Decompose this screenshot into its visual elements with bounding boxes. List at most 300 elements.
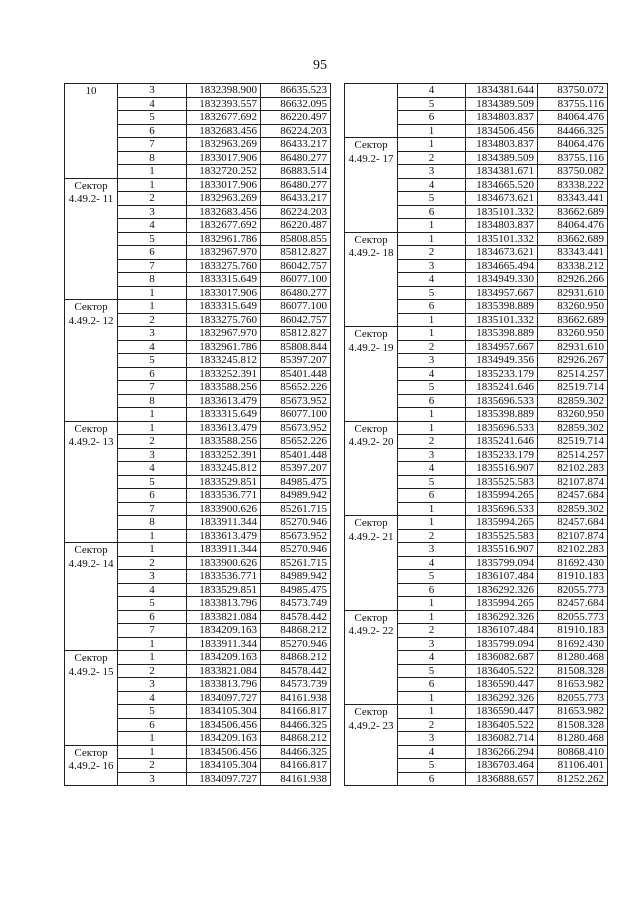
point-number: 1 (118, 732, 187, 746)
x-coordinate: 1833613.479 (187, 529, 261, 543)
x-coordinate: 1832967.970 (187, 327, 261, 341)
x-coordinate: 1833821.084 (187, 610, 261, 624)
left-coordinates-table (64, 83, 331, 786)
x-coordinate: 1835398.889 (466, 327, 538, 341)
point-number: 1 (118, 300, 187, 314)
y-coordinate: 81280.468 (538, 732, 608, 746)
point-number: 5 (398, 381, 466, 395)
point-number: 5 (398, 97, 466, 111)
y-coordinate: 85397.207 (261, 354, 331, 368)
y-coordinate: 84064.476 (538, 219, 608, 233)
x-coordinate: 1834506.456 (466, 124, 538, 138)
point-number: 4 (398, 651, 466, 665)
point-number: 3 (398, 543, 466, 557)
y-coordinate: 81653.982 (538, 678, 608, 692)
x-coordinate: 1833813.796 (187, 597, 261, 611)
x-coordinate: 1833813.796 (187, 678, 261, 692)
point-number: 5 (118, 354, 187, 368)
point-number: 1 (118, 408, 187, 422)
y-coordinate: 85261.715 (261, 502, 331, 516)
point-number: 2 (398, 435, 466, 449)
point-number: 5 (398, 192, 466, 206)
y-coordinate: 82102.283 (538, 543, 608, 557)
x-coordinate: 1835233.179 (466, 367, 538, 381)
coordinate-row (65, 178, 331, 192)
coordinate-row (345, 232, 608, 246)
x-coordinate: 1832677.692 (187, 111, 261, 125)
y-coordinate: 86220.497 (261, 111, 331, 125)
point-number: 1 (118, 745, 187, 759)
x-coordinate: 1836292.326 (466, 691, 538, 705)
y-coordinate: 82055.773 (538, 583, 608, 597)
coordinate-row (345, 421, 608, 435)
x-coordinate: 1833315.649 (187, 300, 261, 314)
point-number: 5 (398, 475, 466, 489)
x-coordinate: 1834209.163 (187, 732, 261, 746)
point-number: 4 (118, 340, 187, 354)
x-coordinate: 1834949.356 (466, 354, 538, 368)
y-coordinate: 84868.212 (261, 651, 331, 665)
y-coordinate: 86220.487 (261, 219, 331, 233)
y-coordinate: 82926.267 (538, 354, 608, 368)
x-coordinate: 1834803.837 (466, 111, 538, 125)
y-coordinate: 85812.827 (261, 246, 331, 260)
point-number: 1 (398, 232, 466, 246)
coordinate-row (65, 745, 331, 759)
x-coordinate: 1833529.851 (187, 475, 261, 489)
point-number: 2 (398, 529, 466, 543)
x-coordinate: 1834209.163 (187, 624, 261, 638)
x-coordinate: 1836590.447 (466, 678, 538, 692)
x-coordinate: 1833017.906 (187, 286, 261, 300)
x-coordinate: 1833613.479 (187, 394, 261, 408)
y-coordinate: 82102.283 (538, 462, 608, 476)
y-coordinate: 85808.844 (261, 340, 331, 354)
x-coordinate: 1835799.094 (466, 556, 538, 570)
point-number: 6 (398, 394, 466, 408)
coordinate-row (345, 610, 608, 624)
y-coordinate: 85652.226 (261, 435, 331, 449)
point-number: 1 (398, 705, 466, 719)
x-coordinate: 1834389.509 (466, 97, 538, 111)
y-coordinate: 86042.757 (261, 259, 331, 273)
sector-label: Сектор 4.49.2- 19 (345, 327, 398, 422)
point-number: 1 (398, 138, 466, 152)
x-coordinate: 1833613.479 (187, 421, 261, 435)
y-coordinate: 86077.100 (261, 300, 331, 314)
x-coordinate: 1836888.657 (466, 772, 538, 786)
x-coordinate: 1833900.626 (187, 502, 261, 516)
x-coordinate: 1834105.304 (187, 759, 261, 773)
y-coordinate: 85812.827 (261, 327, 331, 341)
y-coordinate: 84573.749 (261, 597, 331, 611)
sector-label: Сектор 4.49.2- 16 (65, 745, 118, 786)
y-coordinate: 81508.328 (538, 664, 608, 678)
x-coordinate: 1834949.330 (466, 273, 538, 287)
point-number: 3 (398, 354, 466, 368)
point-number: 1 (398, 313, 466, 327)
point-number: 1 (398, 219, 466, 233)
y-coordinate: 85270.946 (261, 543, 331, 557)
point-number: 3 (118, 327, 187, 341)
x-coordinate: 1835994.265 (466, 516, 538, 530)
point-number: 1 (118, 651, 187, 665)
sector-label: Сектор 4.49.2- 12 (65, 300, 118, 422)
x-coordinate: 1834803.837 (466, 138, 538, 152)
point-number: 1 (118, 543, 187, 557)
y-coordinate: 82931.610 (538, 286, 608, 300)
x-coordinate: 1834665.520 (466, 178, 538, 192)
point-number: 7 (118, 502, 187, 516)
y-coordinate: 85270.946 (261, 516, 331, 530)
x-coordinate: 1832677.692 (187, 219, 261, 233)
y-coordinate: 83343.441 (538, 192, 608, 206)
y-coordinate: 86077.100 (261, 408, 331, 422)
coordinate-row (345, 705, 608, 719)
x-coordinate: 1835398.889 (466, 408, 538, 422)
sector-label: Сектор 4.49.2- 22 (345, 610, 398, 705)
x-coordinate: 1834381.644 (466, 84, 538, 98)
y-coordinate: 85652.226 (261, 381, 331, 395)
point-number: 6 (398, 205, 466, 219)
x-coordinate: 1836082.687 (466, 651, 538, 665)
point-number: 6 (398, 583, 466, 597)
point-number: 5 (398, 570, 466, 584)
point-number: 4 (398, 84, 466, 98)
x-coordinate: 1833245.812 (187, 462, 261, 476)
y-coordinate: 82514.257 (538, 448, 608, 462)
y-coordinate: 81653.982 (538, 705, 608, 719)
point-number: 4 (118, 97, 187, 111)
x-coordinate: 1833529.851 (187, 583, 261, 597)
point-number: 5 (118, 111, 187, 125)
point-number: 6 (118, 718, 187, 732)
y-coordinate: 83338.212 (538, 259, 608, 273)
x-coordinate: 1833245.812 (187, 354, 261, 368)
y-coordinate: 82055.773 (538, 691, 608, 705)
sector-label: 10 (65, 84, 118, 179)
x-coordinate: 1832683.456 (187, 205, 261, 219)
sector-label: Сектор 4.49.2- 14 (65, 543, 118, 651)
point-number: 4 (118, 583, 187, 597)
y-coordinate: 81910.183 (538, 624, 608, 638)
point-number: 1 (398, 610, 466, 624)
coordinate-row (345, 327, 608, 341)
x-coordinate: 1834389.509 (466, 151, 538, 165)
point-number: 8 (118, 394, 187, 408)
x-coordinate: 1833252.391 (187, 448, 261, 462)
point-number: 1 (118, 286, 187, 300)
y-coordinate: 82457.684 (538, 489, 608, 503)
point-number: 2 (398, 246, 466, 260)
x-coordinate: 1833017.906 (187, 178, 261, 192)
x-coordinate: 1834673.621 (466, 192, 538, 206)
point-number: 1 (398, 516, 466, 530)
x-coordinate: 1834957.667 (466, 340, 538, 354)
x-coordinate: 1834803.837 (466, 219, 538, 233)
x-coordinate: 1835398.889 (466, 300, 538, 314)
y-coordinate: 84985.475 (261, 475, 331, 489)
sector-label: Сектор 4.49.2- 18 (345, 232, 398, 327)
point-number: 3 (398, 732, 466, 746)
y-coordinate: 84573.739 (261, 678, 331, 692)
point-number: 1 (118, 529, 187, 543)
point-number: 4 (398, 556, 466, 570)
y-coordinate: 84466.325 (538, 124, 608, 138)
y-coordinate: 84166.817 (261, 759, 331, 773)
x-coordinate: 1832683.456 (187, 124, 261, 138)
x-coordinate: 1835525.583 (466, 529, 538, 543)
point-number: 3 (118, 84, 187, 98)
x-coordinate: 1832393.557 (187, 97, 261, 111)
y-coordinate: 81280.468 (538, 651, 608, 665)
y-coordinate: 82514.257 (538, 367, 608, 381)
x-coordinate: 1832967.970 (187, 246, 261, 260)
point-number: 3 (398, 448, 466, 462)
y-coordinate: 86480.277 (261, 286, 331, 300)
x-coordinate: 1835696.533 (466, 421, 538, 435)
point-number: 4 (398, 367, 466, 381)
x-coordinate: 1835101.332 (466, 232, 538, 246)
point-number: 7 (118, 259, 187, 273)
point-number: 2 (398, 151, 466, 165)
point-number: 4 (398, 462, 466, 476)
x-coordinate: 1836703.464 (466, 759, 538, 773)
y-coordinate: 83343.441 (538, 246, 608, 260)
y-coordinate: 81106.401 (538, 759, 608, 773)
point-number: 6 (398, 489, 466, 503)
point-number: 8 (118, 273, 187, 287)
x-coordinate: 1835799.094 (466, 637, 538, 651)
point-number: 6 (118, 610, 187, 624)
x-coordinate: 1833275.760 (187, 259, 261, 273)
y-coordinate: 85261.715 (261, 556, 331, 570)
x-coordinate: 1834673.621 (466, 246, 538, 260)
y-coordinate: 82931.610 (538, 340, 608, 354)
y-coordinate: 82055.773 (538, 610, 608, 624)
point-number: 4 (118, 462, 187, 476)
point-number: 7 (118, 381, 187, 395)
x-coordinate: 1833252.391 (187, 367, 261, 381)
point-number: 3 (398, 259, 466, 273)
y-coordinate: 85401.448 (261, 367, 331, 381)
x-coordinate: 1835696.533 (466, 502, 538, 516)
x-coordinate: 1833275.760 (187, 313, 261, 327)
y-coordinate: 85673.952 (261, 394, 331, 408)
point-number: 6 (118, 246, 187, 260)
x-coordinate: 1835525.583 (466, 475, 538, 489)
coordinates-table-right (344, 83, 608, 786)
y-coordinate: 84578.442 (261, 664, 331, 678)
point-number: 6 (398, 300, 466, 314)
sector-label (345, 84, 398, 138)
x-coordinate: 1833315.649 (187, 408, 261, 422)
y-coordinate: 82107.874 (538, 475, 608, 489)
x-coordinate: 1835994.265 (466, 489, 538, 503)
point-number: 4 (398, 273, 466, 287)
x-coordinate: 1833536.771 (187, 489, 261, 503)
y-coordinate: 85270.946 (261, 637, 331, 651)
y-coordinate: 83260.950 (538, 300, 608, 314)
point-number: 1 (398, 327, 466, 341)
point-number: 3 (118, 205, 187, 219)
point-number: 1 (398, 408, 466, 422)
point-number: 6 (398, 678, 466, 692)
point-number: 1 (398, 124, 466, 138)
y-coordinate: 83662.689 (538, 205, 608, 219)
y-coordinate: 85397.207 (261, 462, 331, 476)
point-number: 1 (118, 421, 187, 435)
x-coordinate: 1834105.304 (187, 705, 261, 719)
point-number: 5 (118, 475, 187, 489)
y-coordinate: 86480.277 (261, 178, 331, 192)
point-number: 5 (118, 705, 187, 719)
x-coordinate: 1835516.907 (466, 543, 538, 557)
point-number: 5 (398, 286, 466, 300)
y-coordinate: 86042.757 (261, 313, 331, 327)
y-coordinate: 84989.942 (261, 570, 331, 584)
y-coordinate: 85673.952 (261, 421, 331, 435)
sector-label: Сектор 4.49.2- 20 (345, 421, 398, 516)
point-number: 2 (118, 759, 187, 773)
y-coordinate: 83755.116 (538, 151, 608, 165)
point-number: 2 (118, 556, 187, 570)
point-number: 2 (118, 313, 187, 327)
point-number: 5 (398, 759, 466, 773)
x-coordinate: 1834209.163 (187, 651, 261, 665)
y-coordinate: 84985.475 (261, 583, 331, 597)
x-coordinate: 1832961.786 (187, 340, 261, 354)
point-number: 3 (118, 570, 187, 584)
y-coordinate: 81910.183 (538, 570, 608, 584)
y-coordinate: 82107.874 (538, 529, 608, 543)
x-coordinate: 1833588.256 (187, 435, 261, 449)
y-coordinate: 81508.328 (538, 718, 608, 732)
y-coordinate: 84466.325 (261, 745, 331, 759)
point-number: 1 (398, 691, 466, 705)
y-coordinate: 84064.476 (538, 111, 608, 125)
x-coordinate: 1834097.727 (187, 691, 261, 705)
y-coordinate: 84989.942 (261, 489, 331, 503)
point-number: 3 (118, 772, 187, 786)
page-number: 95 (313, 58, 327, 73)
point-number: 3 (398, 637, 466, 651)
point-number: 4 (398, 745, 466, 759)
y-coordinate: 83750.072 (538, 84, 608, 98)
sector-label: Сектор 4.49.2- 17 (345, 138, 398, 233)
x-coordinate: 1833911.344 (187, 516, 261, 530)
y-coordinate: 86480.277 (261, 151, 331, 165)
y-coordinate: 80868.410 (538, 745, 608, 759)
x-coordinate: 1832961.786 (187, 232, 261, 246)
point-number: 8 (118, 151, 187, 165)
y-coordinate: 84466.325 (261, 718, 331, 732)
coordinate-row (345, 138, 608, 152)
coordinate-row (65, 421, 331, 435)
coordinate-row (65, 543, 331, 557)
x-coordinate: 1833588.256 (187, 381, 261, 395)
y-coordinate: 83662.689 (538, 232, 608, 246)
x-coordinate: 1832963.269 (187, 138, 261, 152)
right-coordinates-table (344, 83, 608, 786)
x-coordinate: 1832398.900 (187, 84, 261, 98)
point-number: 2 (398, 624, 466, 638)
y-coordinate: 85673.952 (261, 529, 331, 543)
point-number: 6 (398, 111, 466, 125)
x-coordinate: 1834381.671 (466, 165, 538, 179)
x-coordinate: 1832963.269 (187, 192, 261, 206)
x-coordinate: 1835241.646 (466, 381, 538, 395)
y-coordinate: 86224.203 (261, 205, 331, 219)
y-coordinate: 82859.302 (538, 421, 608, 435)
y-coordinate: 83755.116 (538, 97, 608, 111)
x-coordinate: 1836590.447 (466, 705, 538, 719)
x-coordinate: 1836292.326 (466, 583, 538, 597)
point-number: 5 (398, 664, 466, 678)
y-coordinate: 82457.684 (538, 597, 608, 611)
y-coordinate: 81252.262 (538, 772, 608, 786)
point-number: 7 (118, 138, 187, 152)
y-coordinate: 83750.082 (538, 165, 608, 179)
y-coordinate: 85808.855 (261, 232, 331, 246)
coordinates-table-left (64, 83, 331, 786)
x-coordinate: 1833821.084 (187, 664, 261, 678)
y-coordinate: 84161.938 (261, 772, 331, 786)
x-coordinate: 1836405.522 (466, 664, 538, 678)
y-coordinate: 83662.689 (538, 313, 608, 327)
x-coordinate: 1833900.626 (187, 556, 261, 570)
x-coordinate: 1834097.727 (187, 772, 261, 786)
y-coordinate: 82519.714 (538, 381, 608, 395)
y-coordinate: 86433.217 (261, 138, 331, 152)
x-coordinate: 1836292.326 (466, 610, 538, 624)
x-coordinate: 1832720.252 (187, 165, 261, 179)
sector-label: Сектор 4.49.2- 23 (345, 705, 398, 786)
point-number: 6 (118, 489, 187, 503)
y-coordinate: 84868.212 (261, 624, 331, 638)
y-coordinate: 86433.217 (261, 192, 331, 206)
y-coordinate: 82859.302 (538, 394, 608, 408)
point-number: 1 (118, 178, 187, 192)
x-coordinate: 1835101.332 (466, 313, 538, 327)
point-number: 1 (118, 165, 187, 179)
point-number: 6 (398, 772, 466, 786)
x-coordinate: 1835241.646 (466, 435, 538, 449)
x-coordinate: 1836107.484 (466, 570, 538, 584)
point-number: 5 (118, 232, 187, 246)
sector-label: Сектор 4.49.2- 13 (65, 421, 118, 543)
point-number: 1 (398, 597, 466, 611)
x-coordinate: 1836082.714 (466, 732, 538, 746)
y-coordinate: 82519.714 (538, 435, 608, 449)
y-coordinate: 82926.266 (538, 273, 608, 287)
point-number: 2 (118, 192, 187, 206)
y-coordinate: 81692.430 (538, 556, 608, 570)
x-coordinate: 1833536.771 (187, 570, 261, 584)
x-coordinate: 1835696.533 (466, 394, 538, 408)
point-number: 3 (118, 448, 187, 462)
y-coordinate: 84161.938 (261, 691, 331, 705)
y-coordinate: 81692.430 (538, 637, 608, 651)
x-coordinate: 1836107.484 (466, 624, 538, 638)
point-number: 4 (118, 691, 187, 705)
point-number: 8 (118, 516, 187, 530)
point-number: 2 (398, 718, 466, 732)
coordinate-row (345, 84, 608, 98)
coordinate-row (345, 516, 608, 530)
point-number: 1 (398, 421, 466, 435)
x-coordinate: 1833911.344 (187, 637, 261, 651)
